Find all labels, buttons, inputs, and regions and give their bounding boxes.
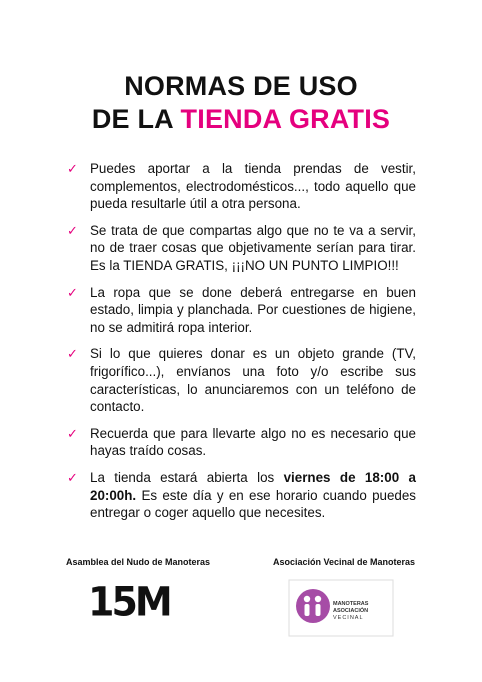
footer-right-label: Asociación Vecinal de Manoteras bbox=[273, 557, 416, 567]
page-title bbox=[0, 70, 482, 136]
rule-item bbox=[62, 222, 416, 275]
rule-text: Recuerda que para llevarte algo no es necesario que hayas traído cosas. bbox=[90, 425, 416, 459]
rule-item bbox=[62, 469, 416, 522]
logo-line-1: MANOTERAS bbox=[333, 601, 369, 607]
checkmark-icon: ✓ bbox=[67, 222, 78, 238]
asociacion-vecinal-logo-icon bbox=[287, 578, 395, 638]
rule-text-before: La tienda estará abierta los bbox=[90, 469, 284, 485]
rule-item bbox=[62, 160, 416, 213]
rule-text bbox=[90, 470, 416, 520]
rule-text: Si lo que quieres donar es un objeto grande (TV, frigorífico...), envíanos una foto y/o escribe sus características, lo anunciaremos con un teléfono de contacto. bbox=[90, 346, 416, 415]
rule-item bbox=[62, 425, 416, 460]
checkmark-icon: ✓ bbox=[67, 346, 78, 362]
footer-left-label: Asamblea del Nudo de Manoteras bbox=[66, 557, 211, 567]
checkmark-icon: ✓ bbox=[67, 284, 78, 300]
rule-text-bold: viernes de 18:00 a 20:00h. bbox=[90, 469, 416, 503]
title-line-1: NORMAS DE USO bbox=[124, 71, 358, 101]
rule-text-after: Es este día y en ese horario cuando puedes entregar o coger aquello que necesites. bbox=[90, 487, 416, 521]
title-line-2-accent: TIENDA GRATIS bbox=[180, 104, 391, 134]
logo-line-2: ASOCIACIÓN bbox=[333, 608, 369, 614]
rule-item bbox=[62, 345, 416, 415]
checkmark-icon: ✓ bbox=[67, 425, 78, 441]
rule-text: La ropa que se done deberá entregarse en buen estado, limpia y planchada. Por cuestiones de higiene, no se admitirá ropa interior. bbox=[90, 284, 416, 335]
checkmark-icon: ✓ bbox=[67, 469, 78, 485]
title-line-2-prefix: DE LA bbox=[91, 104, 181, 134]
rules-list bbox=[62, 160, 416, 531]
checkmark-icon: ✓ bbox=[67, 161, 78, 176]
asociacion-vecinal-logo bbox=[287, 578, 395, 638]
title-line-2 bbox=[0, 103, 482, 136]
rule-item bbox=[62, 284, 416, 337]
15m-logo: 15M bbox=[88, 578, 170, 626]
logo-line-3: VECINAL bbox=[333, 615, 364, 621]
rule-text: Se trata de que compartas algo que no te va a servir, no de traer cosas que objetivamente serían para tirar. Es la TIENDA GRATIS, ¡¡¡NO UN PUNTO LIMPIO!!! bbox=[90, 222, 416, 273]
rule-text: Puedes aportar a la tienda prendas de vestir, complementos, electrodomésticos..., todo aquello que pueda resultarle útil a otra persona. bbox=[90, 161, 416, 212]
